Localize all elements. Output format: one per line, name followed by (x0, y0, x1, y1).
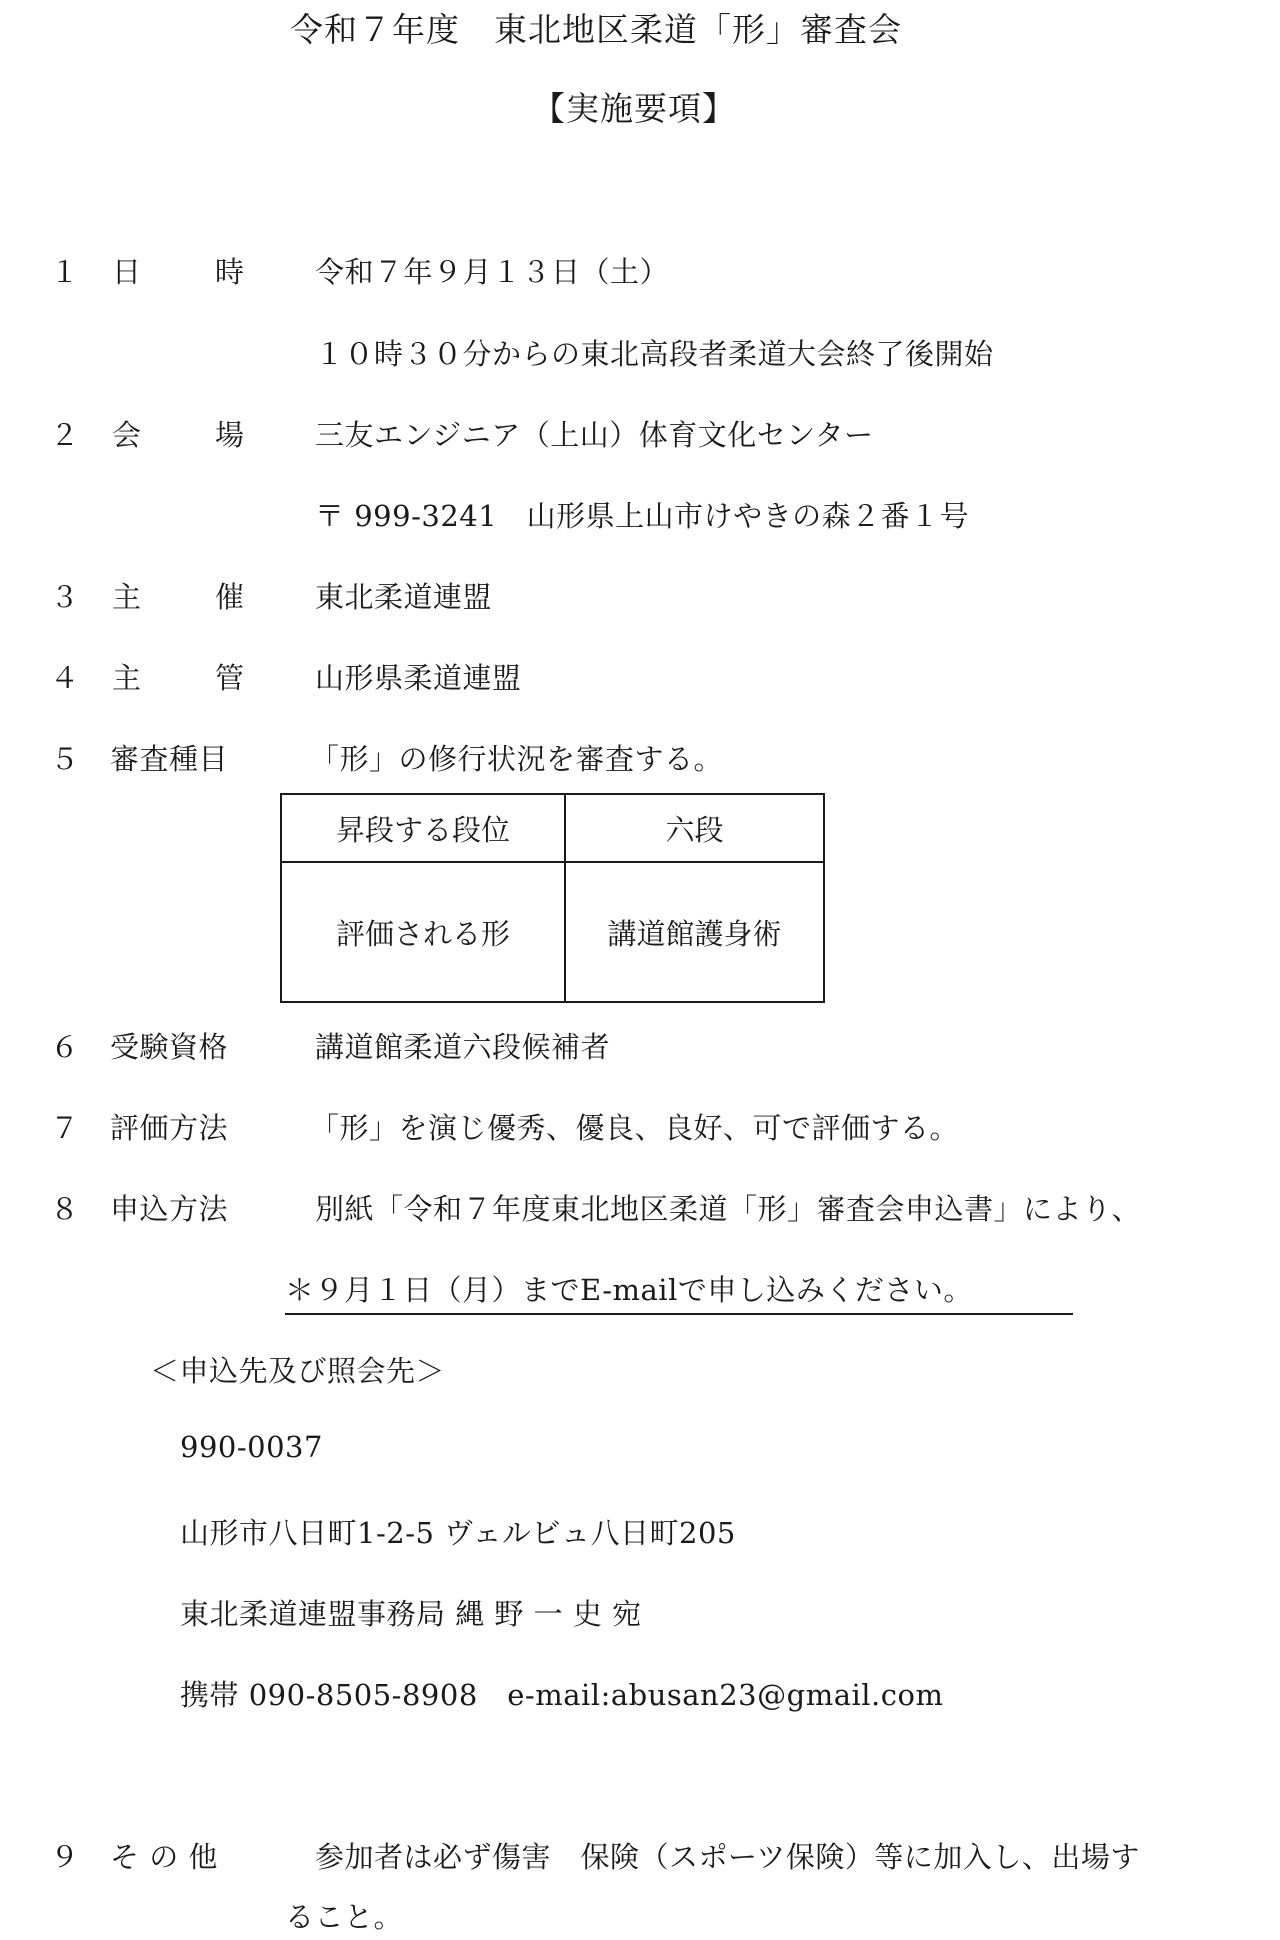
item-number-application: ８ (50, 1192, 80, 1226)
item-number-date: １ (50, 255, 80, 289)
host-value: 東北柔道連盟 (315, 580, 493, 614)
venue-address: 〒 999-3241 山形県上山市けやきの森２番１号 (315, 499, 970, 533)
item-number-evaluation: ７ (50, 1111, 80, 1145)
document-subtitle: 【実施要項】 (532, 89, 736, 128)
contact-office: 東北柔道連盟事務局 縄 野 一 史 宛 (180, 1597, 642, 1631)
item-label-host-a: 主 (112, 580, 142, 614)
contact-heading: ＜申込先及び照会先＞ (150, 1354, 446, 1388)
rank-table (280, 793, 825, 1003)
document-title: 令和７年度 東北地区柔道「形」審査会 (290, 10, 902, 49)
table-cell-kata-value: 講道館護身術 (565, 862, 824, 1002)
item-label-eligibility: 受験資格 (110, 1030, 229, 1064)
item-label-organizer-b: 管 (215, 661, 245, 695)
item-label-other: そ の 他 (110, 1840, 218, 1874)
table-cell-rank-value: 六段 (565, 794, 824, 862)
table-row (281, 862, 824, 1002)
item-number-venue: ２ (50, 418, 80, 452)
item-label-venue-b: 場 (215, 418, 245, 452)
other-value-continued: ること。 (285, 1900, 404, 1934)
item-label-evaluation: 評価方法 (110, 1111, 229, 1145)
table-cell-rank-label: 昇段する段位 (281, 794, 565, 862)
date-value: 令和７年９月１３日（土） (315, 255, 670, 289)
item-number-eligibility: ６ (50, 1030, 80, 1064)
contact-phone-email: 携帯 090-8505-8908 e-mail:abusan23@gmail.com (180, 1678, 944, 1712)
eligibility-value: 講道館柔道六段候補者 (315, 1030, 611, 1064)
date-note: １０時３０分からの東北高段者柔道大会終了後開始 (315, 337, 994, 371)
item-number-category: ５ (50, 742, 80, 776)
application-deadline: ＊９月１日（月）までE-mailで申し込みください。 (285, 1268, 1073, 1315)
venue-name: 三友エンジニア（上山）体育文化センター (315, 418, 874, 452)
item-label-application: 申込方法 (110, 1192, 229, 1226)
category-value: 「形」の修行状況を審査する。 (310, 742, 724, 776)
item-label-venue-a: 会 (112, 418, 142, 452)
item-label-organizer-a: 主 (112, 661, 142, 695)
application-instructions: 別紙「令和７年度東北地区柔道「形」審査会申込書」により、 (315, 1192, 1142, 1226)
other-value: 参加者は必ず傷害 保険（スポーツ保険）等に加入し、出場す (315, 1840, 1140, 1874)
item-number-other: ９ (50, 1840, 80, 1874)
contact-address: 山形市八日町1-2-5 ヴェルビュ八日町205 (180, 1516, 736, 1550)
item-label-host-b: 催 (215, 580, 245, 614)
item-label-date-b: 時 (215, 255, 245, 289)
item-label-category: 審査種目 (110, 742, 229, 776)
contact-postal-code: 990-0037 (180, 1430, 323, 1464)
item-label-date-a: 日 (112, 255, 142, 289)
item-number-organizer: ４ (50, 661, 80, 695)
table-cell-kata-label: 評価される形 (281, 862, 565, 1002)
evaluation-value: 「形」を演じ優秀、優良、良好、可で評価する。 (310, 1111, 960, 1145)
table-row (281, 794, 824, 862)
organizer-value: 山形県柔道連盟 (315, 661, 522, 695)
item-number-host: ３ (50, 580, 80, 614)
